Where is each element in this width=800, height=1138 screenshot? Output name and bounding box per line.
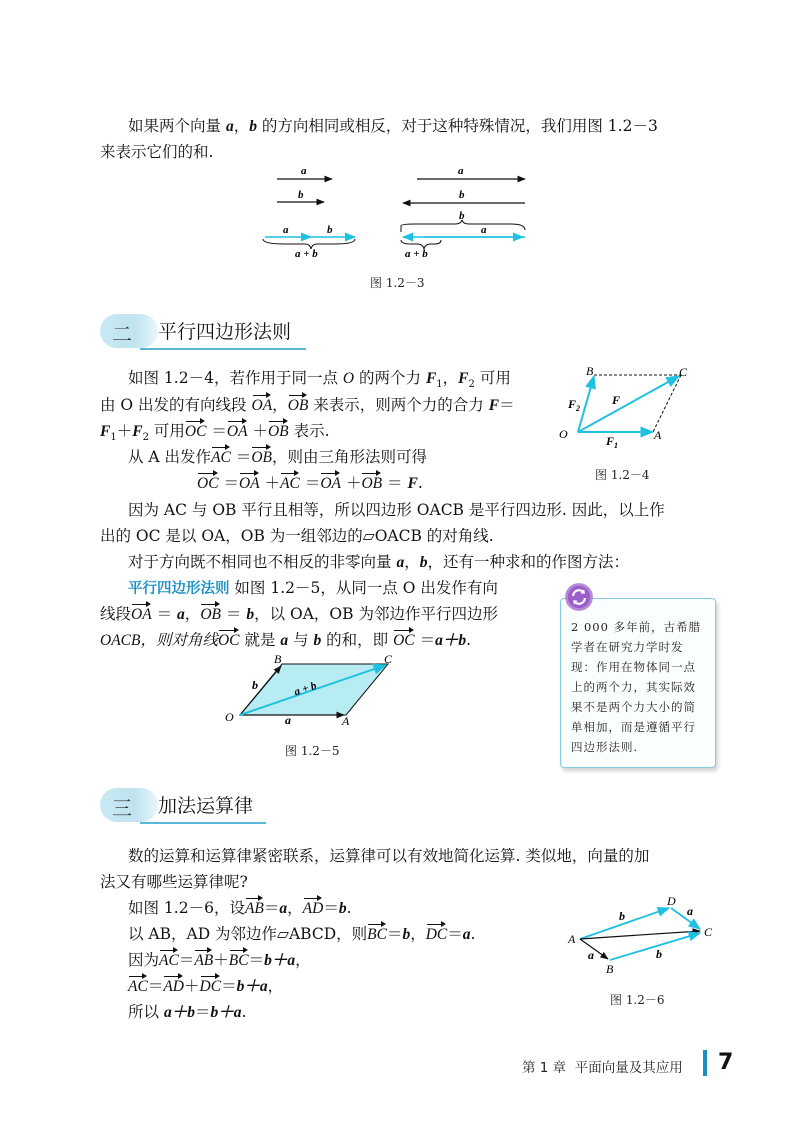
para2-line1: 如图 1.2－4，若作用于同一点 O 的两个力 $F_1$，$F_2$ 可用 bbox=[128, 369, 511, 391]
page-number: 7 bbox=[718, 1050, 734, 1075]
fig126-label-A: A bbox=[568, 932, 576, 946]
para4-line2: 出的 OC 是以 OA，OB 为一组邻边的▱OACB 的对角线. bbox=[100, 527, 494, 545]
para8-line5: 所以 a＋b＝b＋a. bbox=[128, 1003, 247, 1021]
fig126-label-b1: b bbox=[619, 909, 625, 923]
section-number: 三 bbox=[112, 796, 132, 820]
fig126-label-C: C bbox=[704, 925, 713, 939]
fig123-b2-label: b bbox=[327, 224, 333, 236]
para8-line4: AC＝AD＋DC＝b＋a， bbox=[128, 973, 283, 1000]
fig123-sum-label: a + b bbox=[295, 248, 318, 260]
fig125-label-b: b bbox=[252, 678, 258, 692]
fig123-b-label: b bbox=[298, 189, 304, 201]
para5-line1: 对于方向既不相同也不相反的非零向量 a，b，还有一种求和的作图方法： bbox=[128, 553, 629, 571]
fig124-label-O: O bbox=[559, 427, 568, 441]
para8-line3: 因为AC＝AB＋BC＝b＋a， bbox=[128, 947, 311, 974]
footer-divider bbox=[703, 1050, 707, 1076]
para2-line3: $F_1+F_2$ 可用OC ＝OA ＋OB 表示. bbox=[100, 418, 330, 451]
margin-note-text: 2 000 多年前，古希腊学者在研究力学时发现：作用在物体同一点上的两个力，其实际效果不是两个力大小的简单相加，而是遵循平行四边形法则. bbox=[571, 620, 702, 754]
fig124-label-C: C bbox=[679, 365, 688, 379]
keyword-parallelogram-rule: 平行四边形法则 bbox=[128, 581, 230, 597]
fig125-label-C: C bbox=[384, 652, 393, 666]
fig123-a2-label: a bbox=[283, 224, 289, 236]
figure-1-2-5 bbox=[222, 652, 412, 727]
fig123-b4-label: b bbox=[459, 210, 465, 222]
fig125-caption: 图 1.2－5 bbox=[285, 744, 340, 758]
fig126-label-b2: b bbox=[656, 947, 662, 961]
footer-chapter: 第 1 章 平面向量及其应用 bbox=[522, 1060, 683, 1076]
fig126-label-B: B bbox=[606, 962, 614, 976]
fig125-label-O: O bbox=[225, 710, 234, 724]
para8-line1: 如图 1.2－6，设AB＝a，AD＝b. bbox=[128, 895, 352, 922]
section-number: 二 bbox=[112, 322, 132, 346]
para1-line1: 如果两个向量 a，b 的方向相同或相反，对于这种特殊情况，我们用图 1.2－3 bbox=[128, 117, 658, 135]
figure-1-2-3 bbox=[255, 160, 535, 260]
para6-line1: 平行四边形法则 如图 1.2－5，从同一点 O 出发作有向 bbox=[128, 579, 498, 597]
fig124-label-B: B bbox=[586, 364, 594, 378]
fig126-label-a1: a bbox=[687, 904, 693, 918]
margin-note bbox=[560, 598, 716, 768]
fig124-label-F2: $F_2$ bbox=[568, 397, 581, 413]
fig123-b3-label: b bbox=[459, 189, 465, 201]
refresh-icon bbox=[564, 582, 594, 612]
para1-line2: 来表示它们的和. bbox=[100, 143, 214, 161]
fig126-label-a2: a bbox=[588, 948, 594, 962]
para7-line1: 数的运算和运算律紧密联系，运算律可以有效地简化运算. 类似地，向量的加 bbox=[128, 847, 650, 865]
fig124-label-A: A bbox=[654, 428, 662, 442]
fig125-label-a: a bbox=[285, 713, 291, 727]
fig125-label-sum: a + b bbox=[292, 679, 319, 699]
para3-line1: 从 A 出发作AC ＝OB，则由三角形法则可得 bbox=[128, 444, 427, 471]
section-title: 加法运算律 bbox=[158, 795, 254, 817]
figure-1-2-4 bbox=[556, 362, 706, 452]
para4-line1: 因为 AC 与 OB 平行且相等，所以四边形 OACB 是平行四边形. 因此，以上作 bbox=[128, 501, 665, 519]
section-header-2 bbox=[100, 314, 310, 350]
section-title: 平行四边形法则 bbox=[158, 321, 292, 343]
para6-line2: 线段OA ＝ a，OB ＝ b，以 OA，OB 为邻边作平行四边形 bbox=[100, 601, 498, 628]
para3-line2: OC ＝OA ＋AC ＝OA ＋OB ＝ F. bbox=[197, 470, 423, 497]
fig123-a3-label: a bbox=[458, 165, 464, 177]
fig124-caption: 图 1.2－4 bbox=[595, 468, 650, 482]
fig123-caption: 图 1.2－3 bbox=[370, 276, 425, 290]
fig123-a4-label: a bbox=[481, 224, 487, 236]
fig125-label-A: A bbox=[342, 714, 350, 728]
para2-line2: 由 O 出发的有向线段 OA，OB 来表示，则两个力的合力 F＝ bbox=[100, 392, 515, 419]
para6-line3: OACB，则对角线OC 就是 a 与 b 的和，即 OC ＝a＋b. bbox=[100, 627, 471, 654]
fig123-sum2-label: a + b bbox=[405, 248, 428, 260]
section-header-3 bbox=[100, 788, 280, 824]
figure-1-2-6 bbox=[566, 893, 726, 983]
para7-line2: 法又有哪些运算律呢? bbox=[100, 873, 248, 891]
fig126-label-D: D bbox=[667, 894, 676, 908]
fig126-caption: 图 1.2－6 bbox=[610, 993, 665, 1007]
fig124-label-F1: $F_1$ bbox=[606, 434, 619, 450]
fig125-label-B: B bbox=[274, 652, 282, 666]
fig123-a-label: a bbox=[301, 165, 307, 177]
para8-line2: 以 AB，AD 为邻边作▱ABCD，则BC＝b，DC＝a. bbox=[128, 921, 475, 948]
fig124-label-F: F bbox=[612, 393, 621, 407]
